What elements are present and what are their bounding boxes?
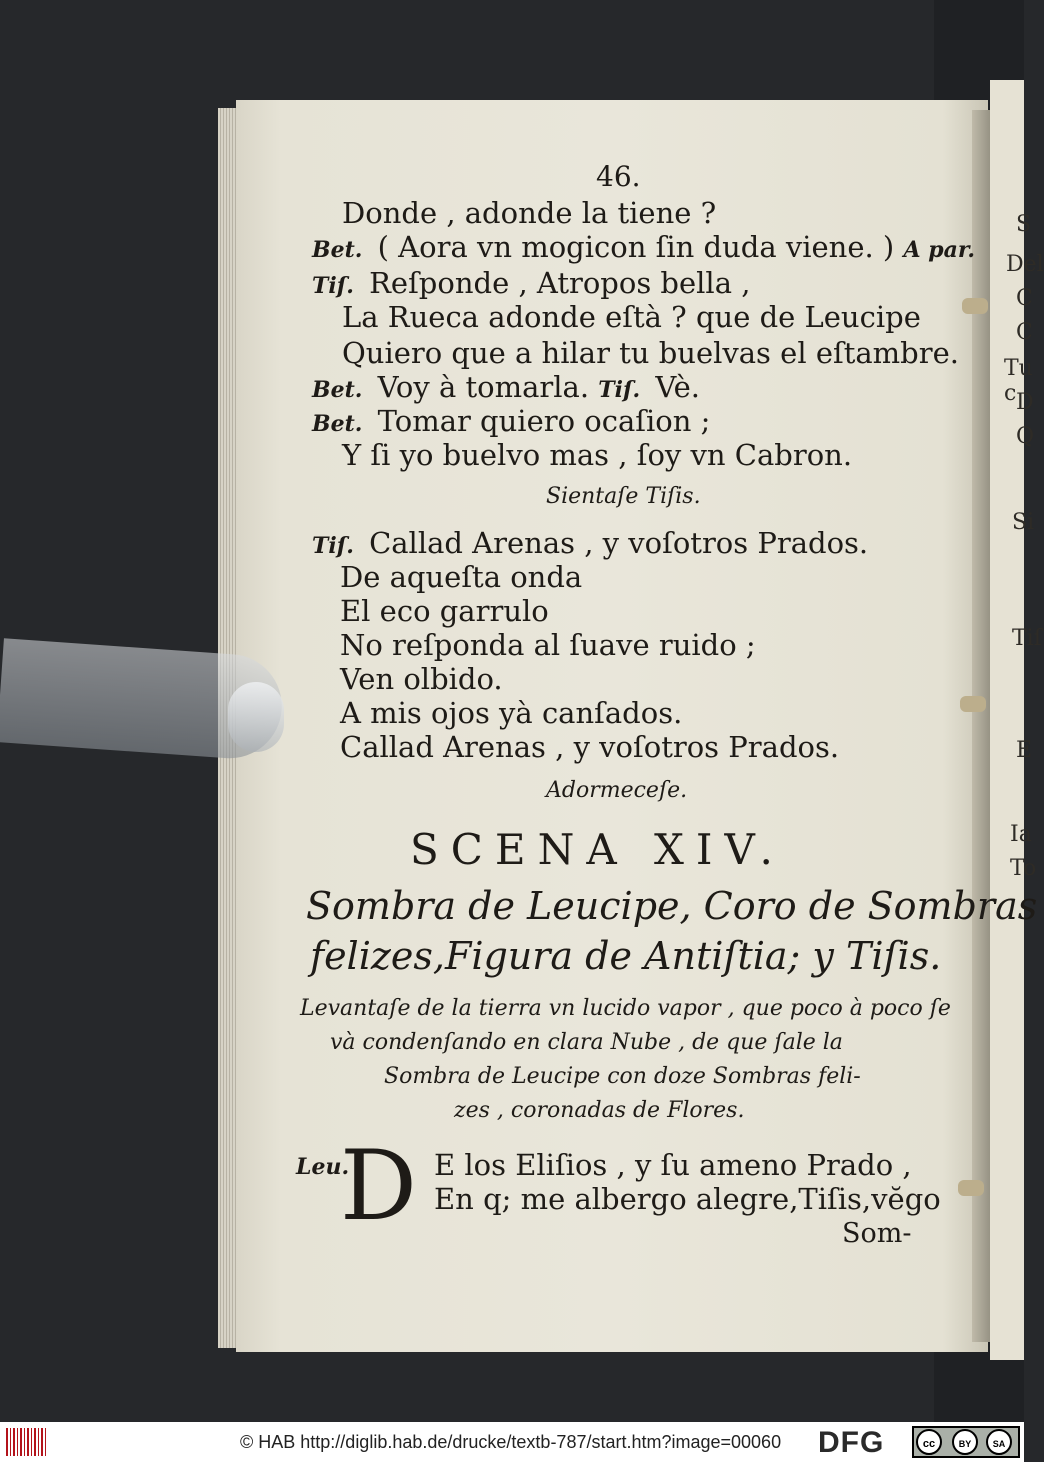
speaker-label: Leu.: [296, 1154, 350, 1180]
next-page-letter: Tu c: [1004, 356, 1033, 406]
verse-line: De aqueſta onda: [340, 560, 583, 594]
footer-bar: [0, 1422, 1024, 1462]
verse-line: Callad Arenas , y voſotros Prados.: [340, 730, 840, 764]
verse-text: ( Aora vn mogicon ſin duda viene. ): [377, 230, 895, 264]
sa-icon: SA: [986, 1429, 1012, 1455]
verse-line: [312, 526, 868, 560]
footer-source-link[interactable]: © HAB http://diglib.hab.de/drucke/textb-787/start.htm?image=00060: [240, 1432, 782, 1452]
verse-line: [342, 196, 716, 230]
verse-line: [342, 438, 852, 472]
verse-line: E los Eliſios , y ſu ameno Prado ,: [434, 1148, 912, 1182]
speaker-label: Bet.: [312, 411, 363, 437]
next-page-letter: C: [1016, 320, 1033, 345]
verse-text: Vè.: [655, 370, 701, 404]
verse-line: [312, 370, 700, 404]
next-page-letter: Ia: [1010, 822, 1032, 847]
verse-text: Donde , adonde la tiene ?: [342, 196, 717, 230]
verse-line: En q; me albergo alegre,Tiſis,vĕgo: [434, 1182, 941, 1216]
verse-line: El eco garrulo: [340, 594, 549, 628]
scene-description-line: Levantaſe de la tierra vn lucido vapor , que poco à poco ſe: [300, 996, 951, 1021]
cc-license-badge[interactable]: [912, 1426, 1020, 1458]
page-clip-tip: [228, 682, 284, 752]
verse-line: A mis ojos yà canſados.: [340, 696, 683, 730]
next-page-letter: Tiſ: [1012, 626, 1042, 651]
verse-line: [342, 300, 921, 334]
next-page-letter: E: [1016, 738, 1033, 763]
scene-description-line: và condenſando en clara Nube , de que ſale la: [330, 1030, 843, 1055]
character-list-line: Sombra de Leucipe, Coro de Sombras: [306, 884, 1038, 928]
next-page-letter: To: [1010, 856, 1037, 881]
next-page-letter: Del: [1006, 252, 1044, 277]
verse-line: No reſponda al ſuave ruido ;: [340, 628, 756, 662]
stage-direction: Sientaſe Tiſis.: [546, 484, 701, 509]
scene-title: SCENA XIV.: [410, 825, 785, 874]
stage-direction: Adormeceſe.: [546, 778, 688, 803]
aside-label: A par.: [903, 237, 976, 263]
verse-line: [342, 336, 959, 370]
verse-text: Reſponde , Atropos bella ,: [369, 266, 751, 300]
verse-line: [312, 404, 710, 438]
verse-text: Quiero que a hilar tu buelvas el eſtambre.: [342, 336, 959, 370]
verse-text: Voy à tomarla.: [377, 370, 590, 404]
scene-description-line: Sombra de Leucipe con doze Sombras feli-: [384, 1064, 861, 1089]
hab-logo-icon: [6, 1428, 48, 1456]
next-page-letter: C: [1016, 286, 1033, 311]
next-page-letter: D: [1016, 390, 1034, 415]
binding-thread: [958, 1180, 984, 1196]
dfg-logo: DFG: [818, 1426, 885, 1459]
scene-description-line: zes , coronadas de Flores.: [454, 1098, 745, 1123]
verse-line: [312, 266, 750, 300]
next-page-letter: Si: [1012, 510, 1035, 535]
verse-line: [312, 230, 975, 264]
speaker-label: Tiſ.: [312, 273, 354, 299]
by-icon: BY: [952, 1429, 978, 1455]
next-page-edge: [990, 80, 1044, 1360]
speaker-label: Bet.: [312, 377, 363, 403]
page-number: 46.: [596, 160, 641, 193]
speaker-label: Tiſ.: [598, 377, 641, 403]
binding-thread: [962, 298, 988, 314]
verse-line: Ven olbido.: [340, 662, 503, 696]
verse-text: Tomar quiero ocaſion ;: [377, 404, 711, 438]
verse-text: La Rueca adonde eſtà ? que de Leucipe: [342, 300, 921, 334]
next-page-letter: S: [1016, 212, 1032, 237]
drop-cap: D: [340, 1130, 417, 1242]
character-list-line: felizes,Figura de Antiſtia; y Tiſis.: [310, 934, 942, 978]
verse-text: Y ſi yo buelvo mas , ſoy vn Cabron.: [342, 438, 853, 472]
speaker-label: Bet.: [312, 237, 363, 263]
cc-icon: cc: [916, 1429, 942, 1455]
binding-thread: [960, 696, 986, 712]
catchword: Som-: [842, 1218, 912, 1249]
speaker-label: Tiſ.: [312, 533, 354, 559]
next-page-letter: Q: [1016, 424, 1035, 449]
verse-text: Callad Arenas , y voſotros Prados.: [369, 526, 869, 560]
